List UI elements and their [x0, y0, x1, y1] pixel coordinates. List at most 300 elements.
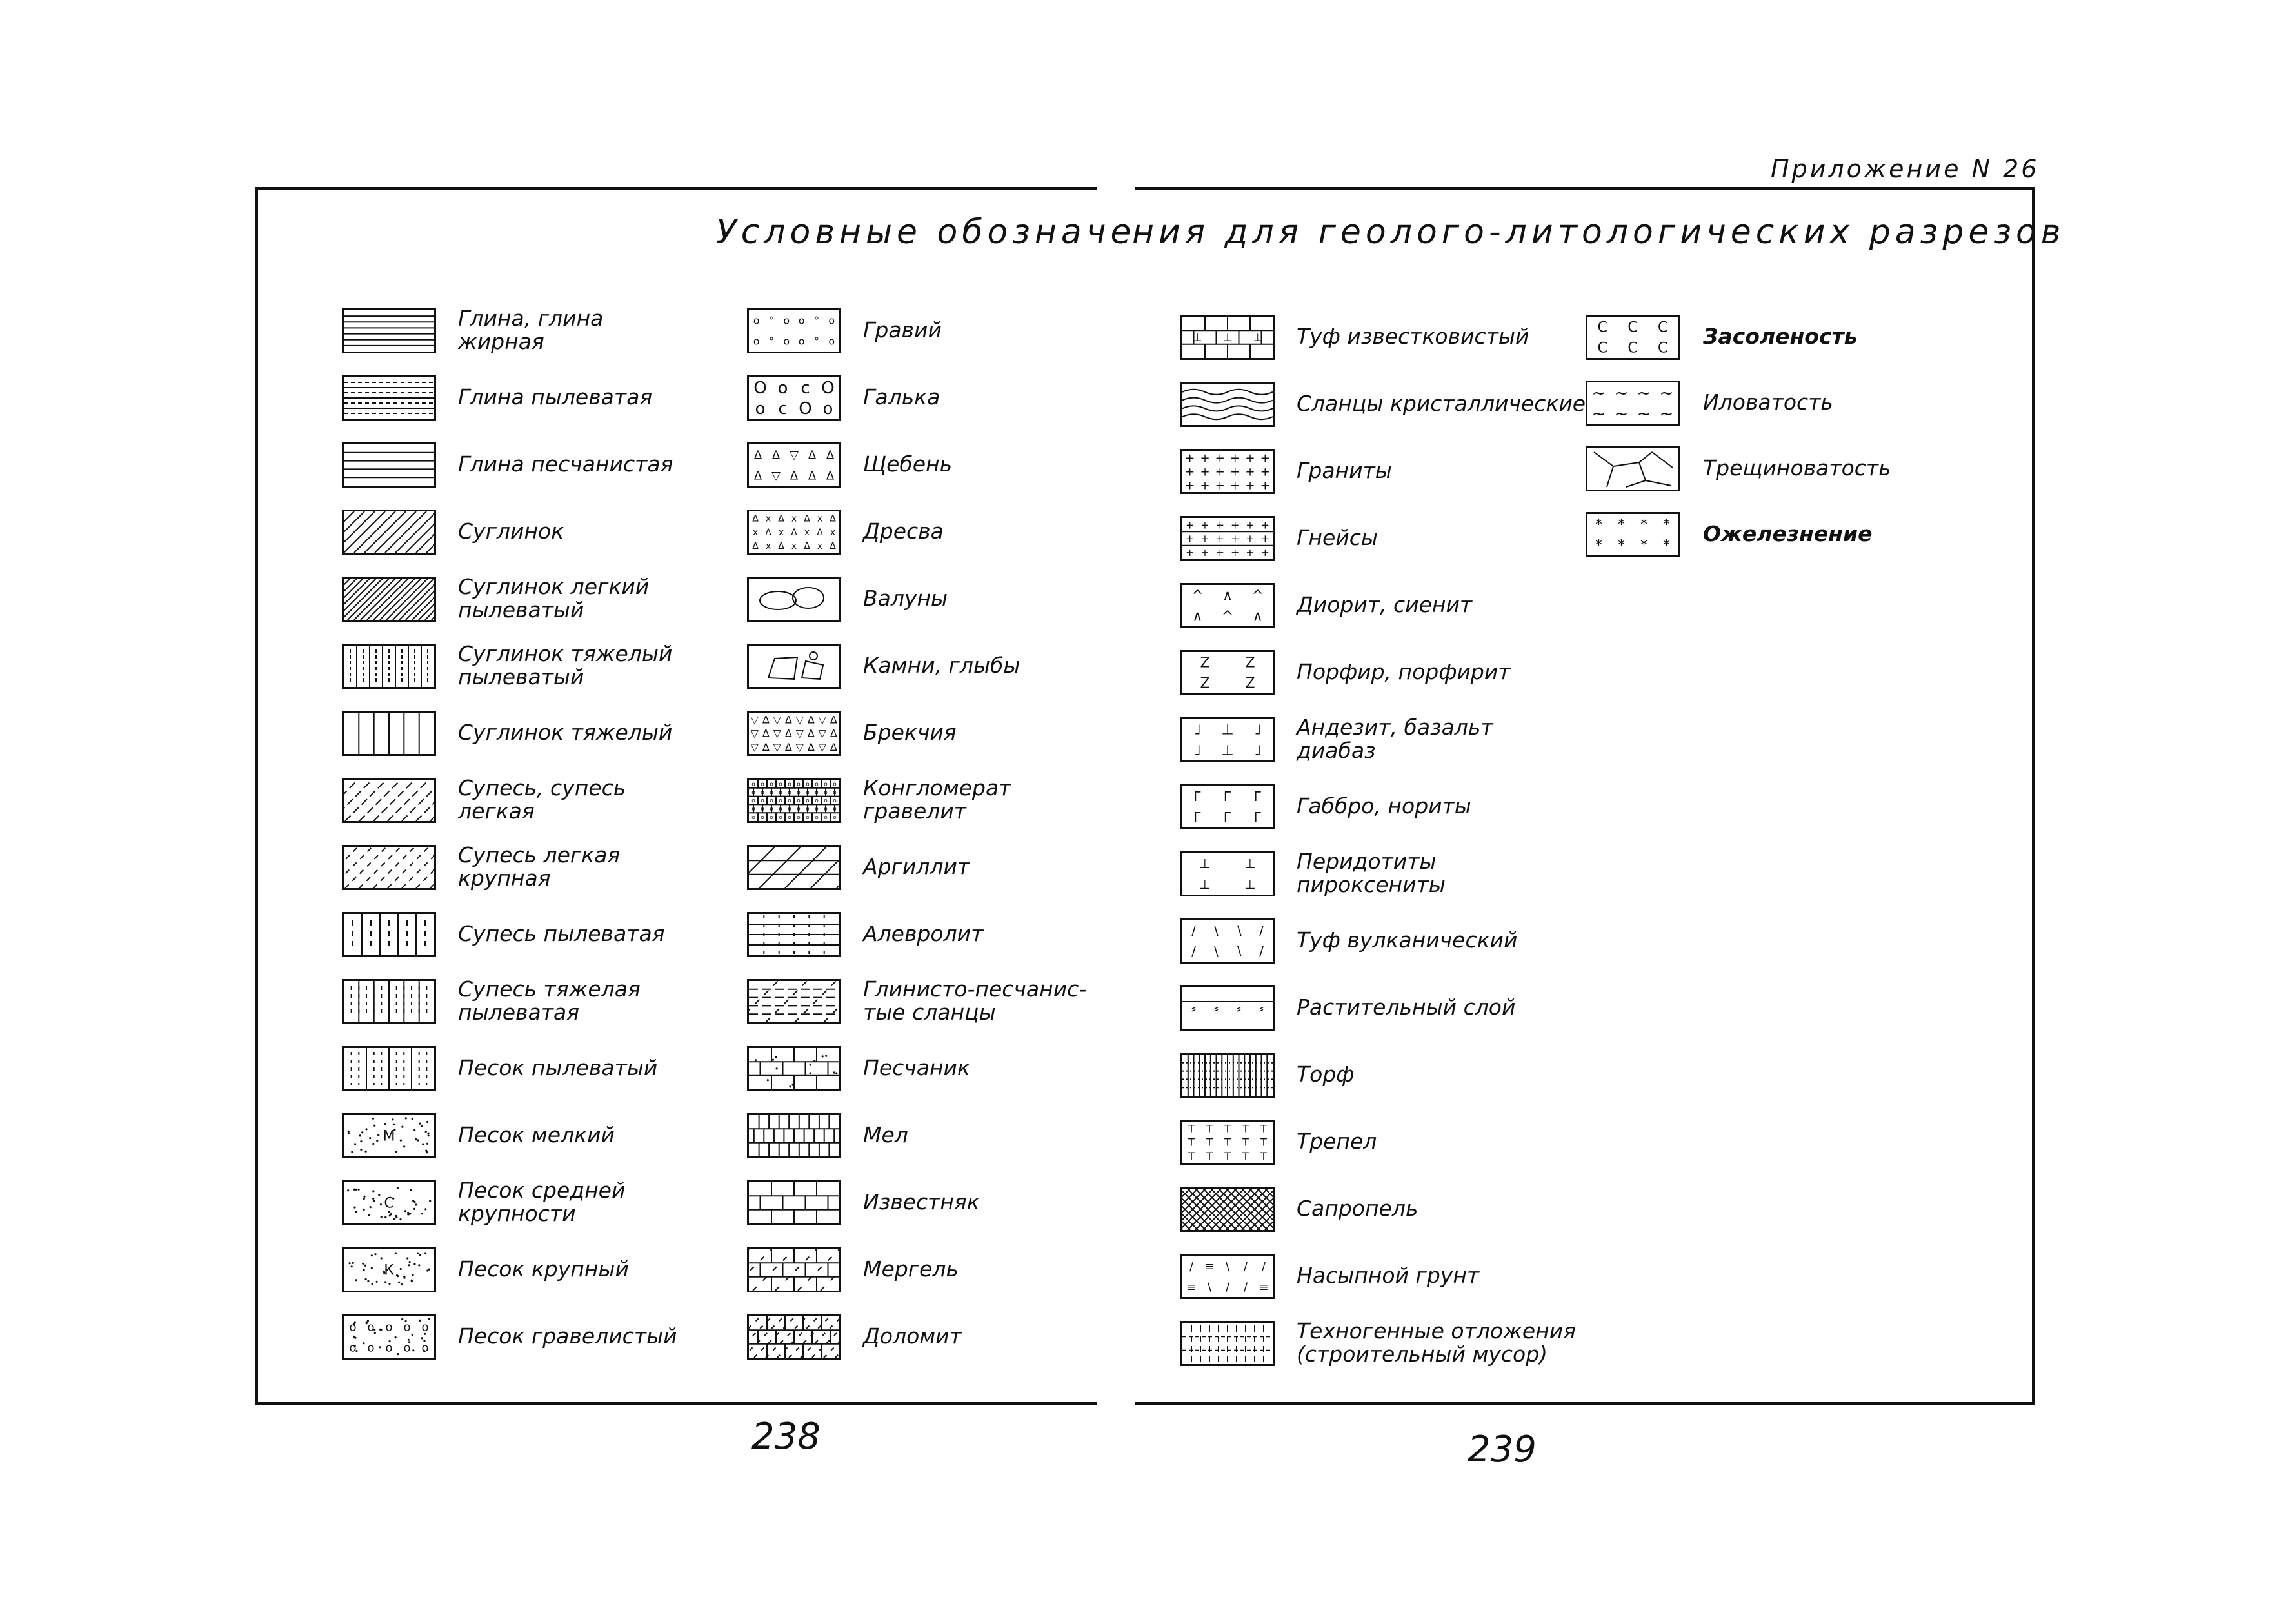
svg-text:o: o [403, 1320, 411, 1334]
svg-text:o: o [833, 806, 837, 813]
svg-text:+: + [1260, 519, 1270, 531]
legend-label-line: Песок пылеватый [458, 1055, 658, 1080]
svg-text:o: o [806, 814, 810, 821]
svg-text:+: + [1245, 451, 1255, 465]
svg-text:o: o [779, 806, 782, 813]
svg-text:o: o [815, 798, 819, 805]
legend-symbol-pebble-icon [747, 375, 841, 421]
svg-text:o: o [815, 781, 819, 788]
svg-text:x: x [791, 541, 797, 552]
svg-text:Δ: Δ [784, 713, 792, 726]
svg-text:O: O [821, 379, 835, 399]
legend-label-line: Сапропель [1297, 1196, 1418, 1221]
svg-text:+: + [1185, 451, 1195, 465]
svg-text:o: o [798, 335, 805, 348]
legend-label-line: Песчаник [863, 1055, 970, 1080]
legend-label-peridotite [1297, 850, 1446, 896]
svg-text:C: C [1597, 340, 1607, 357]
svg-text:Г: Г [1223, 809, 1232, 825]
legend-symbol-ferruginization-icon [1586, 512, 1680, 557]
svg-text:+: + [1215, 519, 1225, 531]
svg-text:o: o [788, 814, 791, 821]
svg-text:+: + [1185, 532, 1195, 545]
svg-text:∧: ∧ [1192, 608, 1203, 625]
legend-label-line: Растительный слой [1297, 995, 1516, 1020]
svg-text:°: ° [814, 314, 819, 327]
svg-text:+: + [1230, 479, 1240, 492]
svg-text:+: + [1200, 465, 1210, 479]
legend-label-tuff-volcanic [1297, 929, 1517, 952]
svg-text:o: o [770, 781, 773, 788]
svg-text:▽: ▽ [750, 727, 759, 740]
svg-text:T: T [1188, 1149, 1195, 1162]
legend-label-line: Техногенные отложения [1297, 1318, 1576, 1343]
svg-text:*: * [1663, 537, 1670, 554]
svg-text:∖: ∖ [1235, 944, 1243, 959]
legend-label-line: Конгломерат [863, 775, 1011, 800]
legend-label-crushed-stone [863, 453, 952, 476]
svg-text:T: T [1260, 1136, 1267, 1149]
legend-symbol-fracturing-icon [1586, 446, 1680, 491]
legend-symbol-tuff-calcareous-icon [1180, 315, 1275, 360]
legend-label-line: Порфир, порфирит [1297, 659, 1511, 684]
svg-text:o: o [751, 781, 755, 788]
legend-label-line: Доломит [863, 1323, 962, 1349]
svg-text:~: ~ [1591, 384, 1606, 404]
legend-symbol-dolomite-icon [747, 1314, 841, 1360]
svg-text:/: / [1243, 1280, 1248, 1294]
svg-text:*: * [1618, 537, 1625, 554]
svg-text:o: o [349, 1341, 357, 1355]
svg-text:∖: ∖ [1235, 923, 1243, 938]
legend-symbol-schist-crystalline-icon [1180, 382, 1275, 427]
svg-text:o: o [788, 781, 791, 788]
svg-text:▽: ▽ [795, 713, 804, 726]
svg-text:+: + [1200, 546, 1209, 559]
legend-symbol-sandy-loam-light-coarse-icon [342, 845, 436, 890]
page-number-right: 239 [1468, 1429, 1537, 1471]
legend-label-line: Брекчия [863, 720, 957, 745]
legend-label-grus [863, 520, 944, 543]
svg-text:+: + [1230, 546, 1240, 559]
legend-symbol-sand-silty-icon [342, 1046, 436, 1091]
legend-symbol-gneiss-icon [1180, 516, 1275, 561]
legend-label-line: Щебень [863, 451, 953, 477]
svg-text:Δ: Δ [752, 541, 759, 552]
appendix-label: Приложение N 26 [1771, 155, 2040, 183]
svg-text:C: C [1597, 319, 1607, 336]
svg-text:o: o [797, 789, 801, 797]
legend-label-chalk [863, 1124, 908, 1147]
svg-text:Г: Г [1193, 809, 1202, 825]
svg-text:o: o [779, 781, 782, 788]
legend-label-line: тые сланцы [863, 1000, 996, 1025]
svg-text:o: o [815, 789, 819, 797]
legend-label-dolomite [863, 1325, 962, 1348]
svg-text:≡: ≡ [1186, 1280, 1197, 1294]
legend-label-line: Дресва [863, 519, 944, 544]
svg-text:˩: ˩ [1193, 722, 1201, 738]
svg-text:x: x [778, 527, 784, 538]
svg-text:o: o [761, 789, 764, 797]
legend-label-clay-sand-shale [863, 978, 1086, 1024]
svg-text:Δ: Δ [808, 448, 817, 462]
legend-label-line: пылеватый [458, 597, 584, 622]
svg-text:ᐃ: ᐃ [826, 469, 835, 483]
svg-text:o: o [751, 798, 755, 805]
legend-label-line: (строительный мусор) [1297, 1342, 1548, 1367]
svg-text:▽: ▽ [750, 740, 759, 753]
legend-label-line: Суглинок тяжелый [458, 641, 673, 666]
legend-label-line: пылеватая [458, 1000, 579, 1025]
svg-text:O: O [753, 379, 767, 399]
legend-label-clay-silty [458, 386, 652, 409]
legend-label-sand-silty [458, 1056, 657, 1080]
svg-text:Δ: Δ [778, 513, 784, 524]
legend-symbol-sand-fine-icon [342, 1113, 436, 1158]
svg-text:Δ: Δ [817, 527, 823, 538]
legend-symbol-loam-heavy-silty-icon [342, 644, 436, 689]
svg-text:Δ: Δ [784, 740, 792, 753]
legend-symbol-sapropel-icon [1180, 1187, 1275, 1232]
svg-text:o: o [797, 781, 801, 788]
svg-text:T: T [1224, 1122, 1231, 1135]
legend-symbol-gravel-icon [747, 308, 841, 353]
legend-label-loam-light-silty [458, 575, 649, 622]
svg-text:*: * [1663, 517, 1670, 533]
legend-label-clay-fat [458, 307, 603, 353]
svg-text:˩: ˩ [1254, 742, 1262, 759]
svg-text:o: o [822, 399, 833, 419]
svg-text:T: T [1224, 1136, 1231, 1149]
svg-text:x: x [817, 541, 823, 552]
legend-label-sandy-loam-light [458, 777, 626, 823]
svg-text:o: o [751, 814, 755, 821]
legend-symbol-tripoli-icon [1180, 1120, 1275, 1165]
legend-symbol-sandy-loam-heavy-silty-icon [342, 979, 436, 1024]
svg-text:c: c [778, 399, 788, 419]
svg-text:C: C [1658, 319, 1668, 336]
svg-text:o: o [824, 798, 828, 805]
svg-text:/: / [1261, 1260, 1266, 1274]
legend-symbol-argillite-icon [747, 845, 841, 890]
legend-symbol-clay-sand-shale-icon [747, 979, 841, 1024]
svg-text:⸗: ⸗ [1259, 1000, 1264, 1016]
svg-text:o: o [770, 789, 773, 797]
svg-text:/: / [1259, 944, 1264, 959]
svg-text:o: o [828, 335, 835, 348]
svg-text:▽: ▽ [773, 740, 781, 753]
legend-label-line: жирная [458, 329, 544, 354]
svg-text:o: o [806, 806, 810, 813]
legend-symbol-clay-silty-icon [342, 375, 436, 421]
legend-label-line: Суглинок легкий [458, 574, 650, 599]
svg-text:⊥: ⊥ [1244, 856, 1256, 871]
legend-label-sand-fine [458, 1124, 615, 1147]
svg-text:*: * [1595, 517, 1602, 533]
svg-text:⸗: ⸗ [1237, 1000, 1241, 1016]
svg-text:°: ° [769, 335, 774, 348]
svg-text:⊥: ⊥ [1221, 742, 1234, 759]
svg-text:~: ~ [1659, 384, 1674, 404]
legend-label-line: Песок средней [458, 1178, 626, 1203]
svg-text:+: + [1215, 546, 1225, 559]
svg-text:⊥: ⊥ [1221, 722, 1234, 738]
legend-label-schist-crystalline [1297, 392, 1586, 415]
svg-text:+: + [1185, 479, 1195, 492]
legend-label-andesite [1297, 716, 1493, 762]
legend-label-technogenic [1297, 1320, 1576, 1366]
svg-text:o: o [783, 335, 790, 348]
svg-text:C: C [1627, 340, 1638, 357]
svg-text:+: + [1215, 479, 1225, 492]
legend-label-sand-medium [458, 1179, 625, 1225]
legend-symbol-tuff-volcanic-icon [1180, 918, 1275, 964]
svg-text:Δ: Δ [807, 713, 815, 726]
svg-text:⊥: ⊥ [1253, 331, 1262, 344]
legend-symbol-loam-icon [342, 510, 436, 555]
legend-label-line: Торф [1297, 1062, 1355, 1087]
legend-label-line: Трещиноватость [1703, 455, 1891, 480]
svg-text:▽: ▽ [795, 740, 804, 753]
legend-label-line: Суглинок тяжелый [458, 720, 673, 745]
svg-text:/: / [1191, 944, 1196, 959]
svg-text:⊥: ⊥ [1244, 876, 1256, 892]
legend-label-gabbro [1297, 795, 1471, 818]
svg-text:o: o [798, 314, 805, 327]
legend-symbol-sandy-loam-light-icon [342, 778, 436, 823]
legend-symbol-grus-icon [747, 510, 841, 555]
legend-symbol-clay-fat-icon [342, 308, 436, 353]
svg-text:o: o [806, 798, 810, 805]
svg-text:+: + [1230, 465, 1240, 479]
svg-text:T: T [1188, 1122, 1195, 1135]
svg-text:▽: ▽ [773, 713, 781, 726]
svg-text:^: ^ [1251, 588, 1264, 604]
svg-text:+: + [1246, 546, 1255, 559]
legend-label-ferruginization [1703, 522, 1873, 546]
svg-text:*: * [1640, 537, 1647, 554]
legend-label-soil-layer [1297, 996, 1515, 1019]
svg-text:Δ: Δ [762, 727, 770, 740]
legend-label-fracturing [1703, 457, 1891, 480]
svg-text:o: o [779, 789, 782, 797]
svg-text:o: o [824, 781, 828, 788]
svg-text:C: C [1627, 319, 1638, 336]
legend-label-sandstone [863, 1056, 970, 1080]
svg-text:+: + [1185, 465, 1195, 479]
legend-label-line: Песок гравелистый [458, 1323, 677, 1349]
legend-symbol-andesite-icon [1180, 717, 1275, 762]
svg-text:o: o [824, 814, 828, 821]
svg-text:⸗: ⸗ [1191, 1000, 1196, 1016]
legend-label-line: Трепел [1297, 1129, 1377, 1154]
legend-label-tuff-calcareous [1297, 325, 1529, 348]
legend-label-line: Супесь пылеватая [458, 921, 665, 946]
legend-symbol-sand-coarse-icon [342, 1247, 436, 1292]
svg-text:\: \ [1207, 1280, 1212, 1294]
legend-label-line: легкая [458, 798, 535, 824]
svg-text:~: ~ [1591, 404, 1606, 424]
legend-label-line: крупная [458, 866, 551, 891]
legend-label-line: Глина, глина [458, 306, 604, 331]
legend-symbol-chalk-icon [747, 1113, 841, 1158]
svg-text:+: + [1260, 479, 1270, 492]
legend-symbol-fill-ground-icon [1180, 1254, 1275, 1299]
svg-text:∧: ∧ [1252, 608, 1263, 625]
legend-label-sand-gravelly [458, 1325, 677, 1348]
svg-text:o: o [828, 314, 835, 327]
svg-text:^: ^ [1191, 588, 1204, 604]
svg-text:o: o [385, 1320, 393, 1334]
svg-text:T: T [1260, 1122, 1267, 1135]
svg-text:o: o [755, 399, 766, 419]
svg-text:Δ: Δ [830, 713, 837, 726]
legend-label-line: Гравий [863, 317, 942, 342]
svg-text:∧: ∧ [1222, 588, 1233, 604]
legend-label-siltiness [1703, 391, 1833, 414]
svg-text:⊥: ⊥ [1193, 331, 1202, 344]
svg-text:/: / [1191, 923, 1196, 938]
legend-label-line: Глина песчанистая [458, 451, 673, 477]
legend-symbol-breccia-icon [747, 711, 841, 756]
svg-text:o: o [761, 806, 764, 813]
legend-label-granite [1297, 459, 1392, 482]
legend-symbol-salinity-icon [1586, 315, 1680, 360]
svg-text:o: o [833, 814, 837, 821]
legend-symbol-porphyry-icon [1180, 650, 1275, 695]
legend-label-line: Туф известковистый [1297, 324, 1529, 349]
svg-text:x: x [817, 513, 823, 524]
legend-label-line: Камни, глыбы [863, 653, 1020, 678]
svg-text:o: o [824, 806, 828, 813]
legend-label-line: Суглинок [458, 519, 564, 544]
legend-label-loam-heavy-silty [458, 642, 672, 689]
legend-symbol-crushed-stone-icon [747, 442, 841, 488]
svg-text:o: o [751, 806, 755, 813]
svg-text:o: o [815, 806, 819, 813]
legend-label-porphyry [1297, 660, 1511, 684]
svg-text:Δ: Δ [830, 740, 837, 753]
svg-text:o: o [779, 814, 782, 821]
legend-label-line: Галька [863, 384, 940, 410]
legend-label-line: гравелит [863, 798, 967, 824]
svg-text:o: o [815, 814, 819, 821]
legend-label-line: Песок крупный [458, 1256, 629, 1282]
svg-text:Δ: Δ [826, 448, 835, 462]
legend-symbol-granite-icon [1180, 449, 1275, 494]
legend-label-peat [1297, 1063, 1355, 1086]
svg-text:o: o [788, 806, 791, 813]
legend-label-gravel [863, 319, 942, 342]
legend-symbol-sand-medium-icon [342, 1180, 436, 1225]
svg-text:ᐃ: ᐃ [753, 469, 762, 483]
legend-label-line: Сланцы кристаллические [1297, 391, 1586, 416]
legend-label-line: Засоленость [1703, 324, 1858, 349]
svg-text:/: / [1225, 1280, 1230, 1294]
svg-text:/: / [1259, 923, 1264, 938]
legend-label-line: Валуны [863, 586, 948, 611]
legend-label-salinity [1703, 325, 1858, 348]
svg-text:o: o [367, 1320, 375, 1334]
svg-text:Δ: Δ [778, 541, 784, 552]
legend-symbol-sandy-loam-silty-icon [342, 912, 436, 957]
svg-text:/: / [1243, 1260, 1248, 1274]
legend-symbol-conglomerate-icon [747, 778, 841, 823]
legend-label-line: Андезит, базальт [1297, 715, 1493, 740]
svg-text:⊥: ⊥ [1199, 876, 1211, 892]
svg-text:o: o [797, 798, 801, 805]
svg-text:+: + [1200, 451, 1210, 465]
legend-symbol-technogenic-icon [1180, 1321, 1275, 1366]
svg-text:\: \ [1214, 923, 1219, 938]
legend-label-line: Иловатость [1703, 390, 1833, 415]
svg-text:~: ~ [1637, 404, 1651, 424]
legend-label-pebble [863, 386, 940, 409]
svg-text:T: T [1206, 1149, 1213, 1162]
svg-text:▽: ▽ [771, 469, 781, 483]
svg-text:T: T [1242, 1149, 1249, 1162]
legend-label-aleurolite [863, 922, 983, 946]
svg-text:o: o [833, 789, 837, 797]
svg-text:o: o [421, 1341, 429, 1355]
svg-text:*: * [1595, 537, 1602, 554]
svg-text:Г: Г [1193, 789, 1202, 804]
svg-text:Δ: Δ [807, 727, 815, 740]
svg-text:T: T [1206, 1122, 1213, 1135]
title-right-half: ния для геолого-литологических разрезов [1132, 213, 2065, 252]
legend-label-clay-sandy [458, 453, 673, 476]
svg-text:Δ: Δ [762, 713, 770, 726]
legend-label-line: Мел [863, 1122, 908, 1147]
svg-text:~: ~ [1614, 384, 1629, 404]
svg-text:o: o [797, 806, 801, 813]
svg-text:▽: ▽ [790, 448, 799, 462]
legend-symbol-siltiness-icon [1586, 381, 1680, 426]
svg-text:+: + [1215, 465, 1225, 479]
legend-label-line: Ожелезнение [1703, 521, 1873, 546]
svg-text:o: o [753, 314, 760, 327]
svg-text:М: М [383, 1128, 395, 1145]
legend-label-line: Глинисто-песчанис- [863, 976, 1087, 1002]
legend-symbol-stones-blocks-icon [747, 644, 841, 689]
svg-text:К: К [384, 1262, 394, 1279]
svg-text:▽: ▽ [818, 713, 826, 726]
svg-text:x: x [791, 513, 797, 524]
svg-text:Δ: Δ [752, 513, 759, 524]
svg-text:▽: ▽ [795, 727, 804, 740]
svg-text:o: o [779, 798, 782, 805]
legend-label-line: Песок мелкий [458, 1122, 615, 1147]
legend-label-limestone [863, 1191, 980, 1214]
svg-text:T: T [1224, 1149, 1231, 1162]
svg-text:+: + [1185, 546, 1195, 559]
svg-text:Δ: Δ [791, 527, 797, 538]
svg-text:o: o [770, 814, 773, 821]
legend-label-line: Насыпной грунт [1297, 1263, 1480, 1288]
svg-text:o: o [761, 781, 764, 788]
svg-text:+: + [1260, 465, 1270, 479]
svg-text:Δ: Δ [753, 448, 762, 462]
svg-text:+: + [1200, 479, 1210, 492]
svg-text:c: c [801, 379, 810, 399]
svg-text:o: o [770, 806, 773, 813]
svg-text:Г: Г [1253, 809, 1262, 825]
svg-text:+: + [1230, 532, 1240, 545]
svg-text:°: ° [769, 314, 774, 327]
svg-text:o: o [806, 781, 810, 788]
svg-text:Δ: Δ [808, 469, 817, 483]
